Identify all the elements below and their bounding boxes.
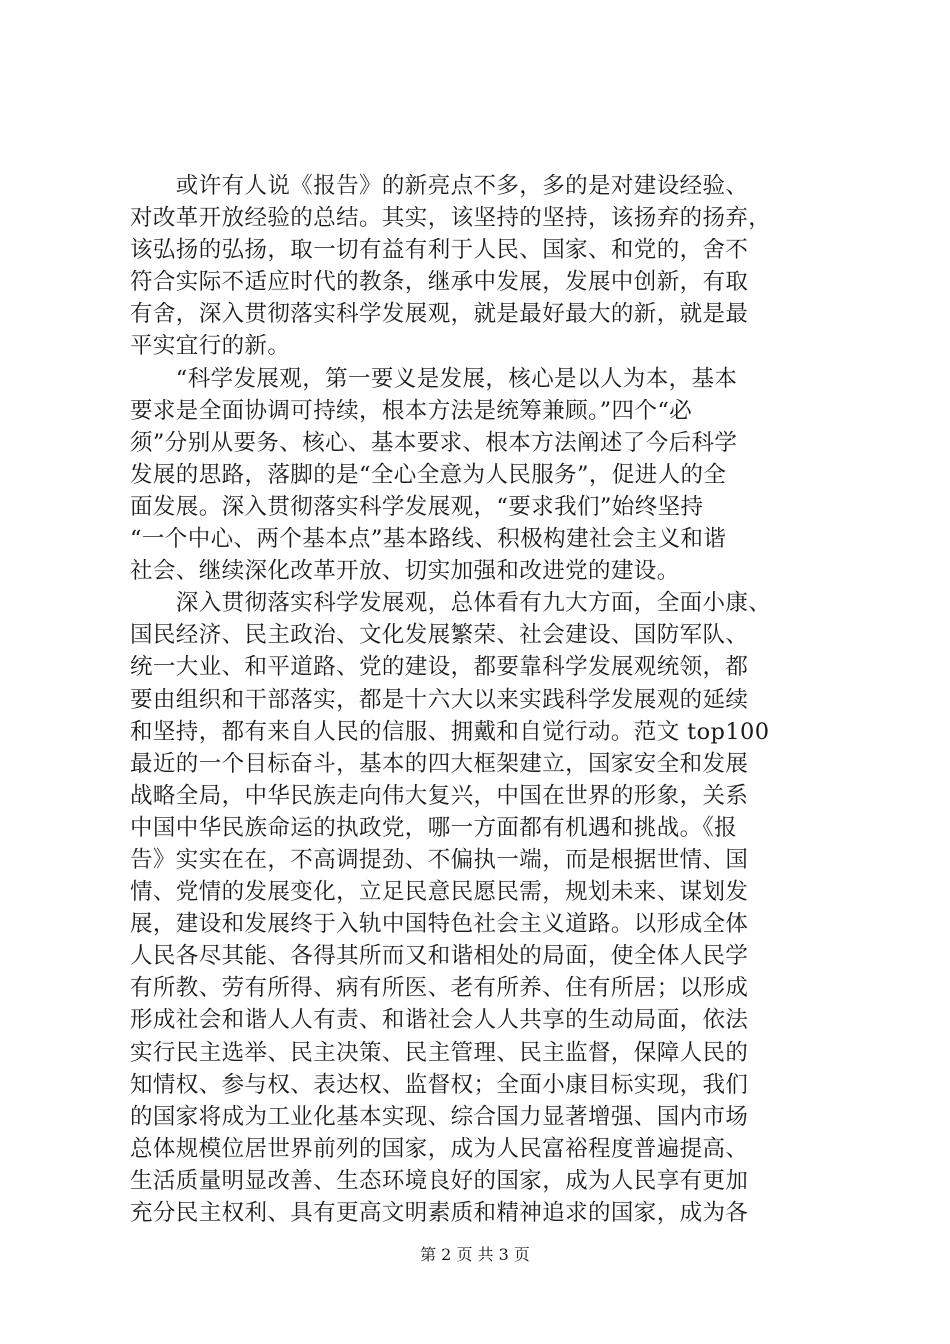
text-line: 平实宜行的新。 <box>130 333 291 360</box>
text-line: 总体规模位居世界前列的国家，成为人民富裕程度普遍提高、 <box>130 1135 749 1162</box>
text-line: 深入贯彻落实科学发展观，总体看有九大方面，全面小康、 <box>130 590 772 617</box>
text-line: 或许有人说《报告》的新亮点不多，多的是对建设经验、 <box>130 173 749 199</box>
text-line: “一个中心、两个基本点”基本路线、积极构建社会主义和谐 <box>130 526 727 553</box>
text-line: 符合实际不适应时代的教条，继承中发展，发展中创新，有取 <box>130 269 749 296</box>
text-line: 发展的思路，落脚的是“全心全意为人民服务”，促进人的全 <box>130 461 727 488</box>
text-line: 有所教、劳有所得、病有所医、老有所养、住有所居；以形成 <box>130 975 749 1002</box>
text-line: 须”分别从要务、核心、基本要求、根本方法阐述了今后科学 <box>130 429 738 456</box>
text-line: 要求是全面协调可持续，根本方法是统筹兼顾。”四个“必 <box>130 397 693 424</box>
text-line: 战略全局，中华民族走向伟大复兴，中国在世界的形象，关系 <box>130 782 749 809</box>
text-line: 人民各尽其能、各得其所而又和谐相处的局面，使全体人民学 <box>130 943 749 970</box>
text-line: 生活质量明显改善、生态环境良好的国家，成为人民享有更加 <box>130 1167 749 1194</box>
text-line: 对改革开放经验的总结。其实，该坚持的坚持，该扬弃的扬弃， <box>130 205 772 232</box>
text-line: 该弘扬的弘扬，取一切有益有利于人民、国家、和党的，舍不 <box>130 237 749 264</box>
text-line: 要由组织和干部落实，都是十六大以来实践科学发展观的延续 <box>130 686 749 713</box>
text-line: 中国中华民族命运的执政党，哪一方面都有机遇和挑战。《报 <box>130 814 738 841</box>
text-line: 面发展。深入贯彻落实科学发展观，“要求我们”始终坚持 <box>130 493 704 520</box>
text-line: 展，建设和发展终于入轨中国特色社会主义道路。以形成全体 <box>130 911 749 938</box>
page-footer: 第 2 页 共 3 页 <box>420 1245 530 1264</box>
text-line: 社会、继续深化改革开放、切实加强和改进党的建设。 <box>130 558 680 585</box>
text-line: 知情权、参与权、表达权、监督权；全面小康目标实现，我们 <box>130 1071 749 1098</box>
text-line: 形成社会和谐人人有责、和谐社会人人共享的生动局面，依法 <box>130 1007 749 1034</box>
text-line: 实行民主选举、民主决策、民主管理、民主监督，保障人民的 <box>130 1039 749 1066</box>
text-line: “科学发展观，第一要义是发展，核心是以人为本，基本 <box>130 365 738 392</box>
body-text <box>130 170 830 1229</box>
text-line: 的国家将成为工业化基本实现、综合国力显著增强、国内市场 <box>130 1103 749 1130</box>
text-line: 充分民主权利、具有更高文明素质和精神追求的国家，成为各 <box>130 1200 749 1226</box>
text-line: 告》实实在在，不高调提劲、不偏执一端，而是根据世情、国 <box>130 846 749 873</box>
text-line: 最近的一个目标奋斗，基本的四大框架建立，国家安全和发展 <box>130 750 749 777</box>
text-line: 统一大业、和平道路、党的建设，都要靠科学发展观统领，都 <box>130 654 749 681</box>
text-line: 和坚持，都有来自人民的信服、拥戴和自觉行动。范文 top100 <box>130 718 770 745</box>
text-line: 国民经济、民主政治、文化发展繁荣、社会建设、国防军队、 <box>130 622 749 649</box>
text-line: 情、党情的发展变化，立足民意民愿民需，规划未来、谋划发 <box>130 879 749 906</box>
text-line: 有舍，深入贯彻落实科学发展观，就是最好最大的新，就是最 <box>130 301 749 328</box>
